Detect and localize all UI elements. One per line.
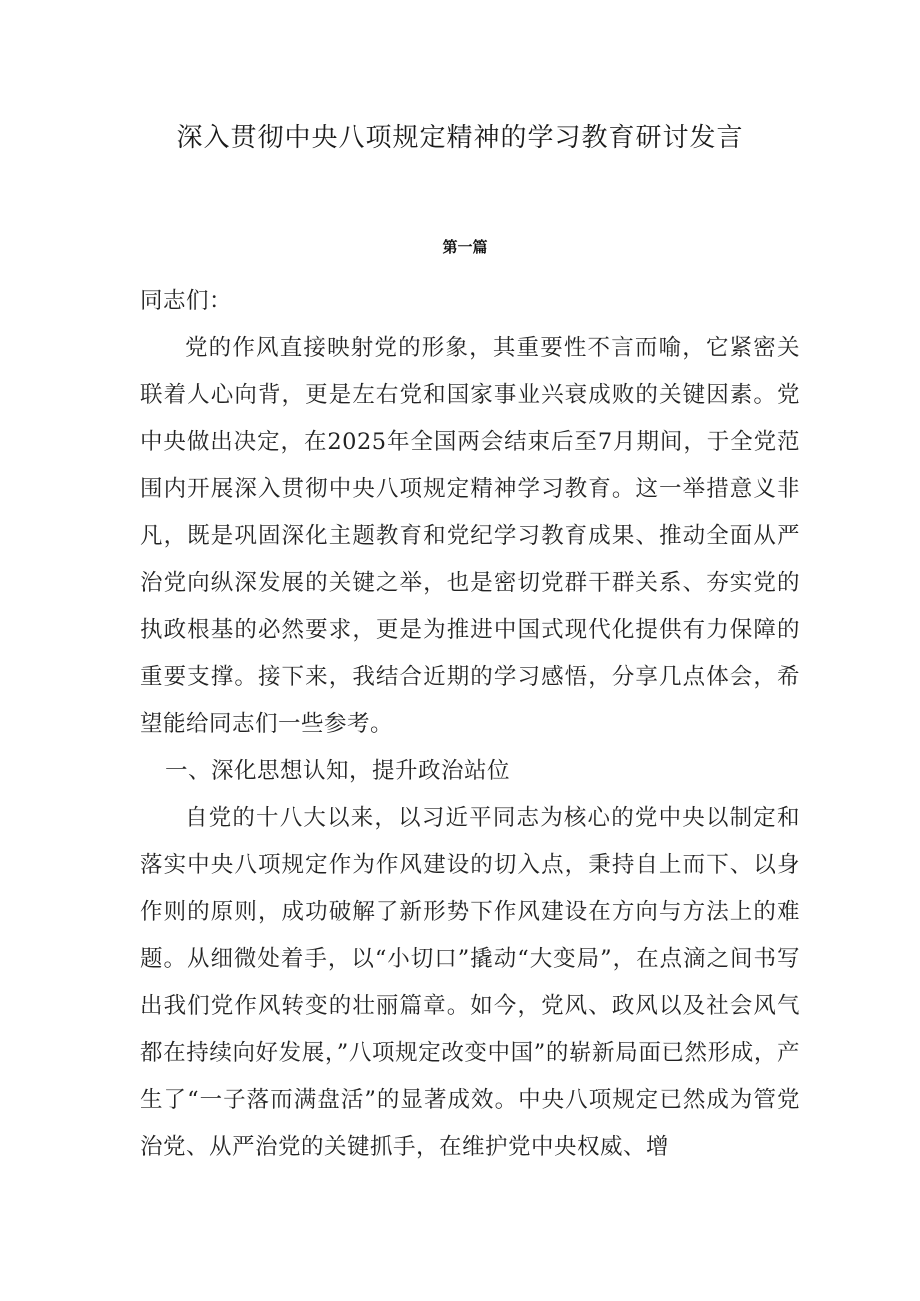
document-title: 深入贯彻中央八项规定精神的学习教育研讨发言 — [176, 123, 744, 153]
section-label: 第一篇 — [442, 238, 488, 256]
document-body — [140, 278, 800, 1171]
body-paragraph-2: 自党的十八大以来，以习近平同志为核心的党中央以制定和落实中央八项规定作为作风建设的切入点，秉持自上而下、以身作则的原则，成功破解了新形势下作风建设在方向与方法上的难题。从细微处着手，以“小切口”撬动“大变局”，在点滴之间书写出我们党作风转变的壮丽篇章。如今，党风、政风以及社会风气都在持续向好发展，”八项规定改变中国”的崭新局面已然形成，产生了“一子落而满盘活”的显著成效。中央八项规定已然成为管党治党、从严治党的关键抓手，在维护党中央权威、增 — [140, 805, 800, 1160]
section-heading-1: 一、深化思想认知，提升政治站位 — [165, 758, 511, 784]
salutation: 同志们： — [140, 288, 233, 314]
body-paragraph-1: 党的作风直接映射党的形象，其重要性不言而喻，它紧密关联着人心向背，更是左右党和国家事业兴衰成败的关键因素。党中央做出决定，在2025年全国两会结束后至7月期间，于全党范围内开展深入贯彻中央八项规定精神学习教育。这一举措意义非凡，既是巩固深化主题教育和党纪学习教育成果、推动全面从严治党向纵深发展的关键之举，也是密切党群干群关系、夯实党的执政根基的必然要求，更是为推进中国式现代化提供有力保障的重要支撑。接下来，我结合近期的学习感悟，分享几点体会，希望能给同志们一些参考。 — [140, 335, 800, 737]
